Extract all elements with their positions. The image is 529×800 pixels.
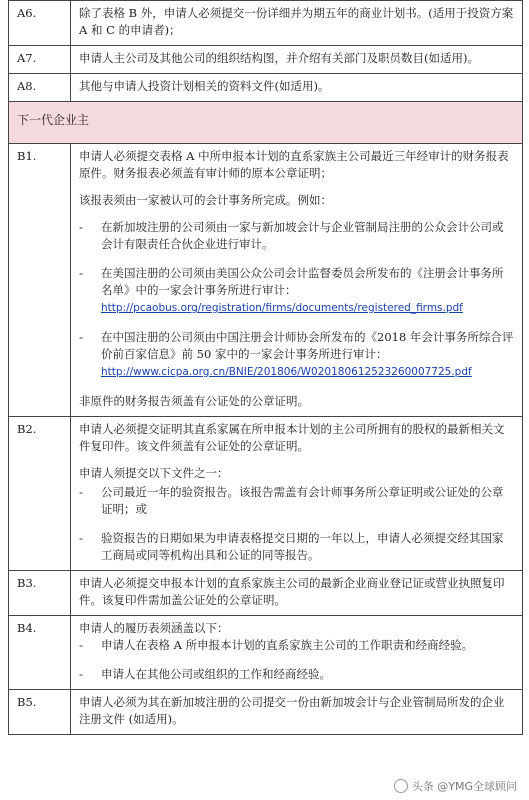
pcaob-link[interactable]: http://pcaobus.org/registration/firms/documents/registered_firms.pdf [101, 302, 463, 314]
list-item-body [101, 329, 514, 381]
watermark-text: 头条 @YMG全球顾问 [411, 780, 517, 793]
watermark [394, 778, 517, 794]
row-text: 除了表格 B 外，申请人必须提交一份详细并为期五年的商业计划书。(适用于投资方案 A 和 C 的申请者)； [71, 1, 523, 46]
list-item-text: 公司最近一年的验资报告。该报告需盖有会计师事务所公章证明或公证处的公章证明；或 [101, 485, 504, 516]
table-row-b2 [9, 417, 523, 571]
document-page [8, 0, 523, 800]
list-item [79, 484, 514, 518]
list-item [79, 637, 514, 654]
dash-marker: - [79, 638, 83, 652]
table-row-a8 [9, 74, 523, 102]
list-item-text: 在新加坡注册的公司须由一家与新加坡会计与企业管制局注册的公众会计公司或会计有限责任合伙企业进行审计。 [101, 220, 504, 251]
table-row-b3 [9, 571, 523, 616]
paragraph: 申请人必须提交表格 A 中所申报本计划的直系家族主公司最近三年经审计的财务报表原件。财务报表必须盖有审计师的原本公章证明； [79, 149, 509, 180]
list-item-text: 在美国注册的公司须由美国公众公司会计监督委员会所发布的《注册会计事务所名单》中的一家会计事务所进行审计： [101, 266, 504, 297]
dash-marker: - [79, 485, 83, 499]
dash-marker: - [79, 220, 83, 234]
list-item [79, 666, 514, 683]
row-code: B2. [9, 417, 71, 571]
row-text: 申请人主公司及其他公司的组织结构图，并介绍有关部门及职员数目(如适用)。 [71, 46, 523, 74]
row-content [71, 616, 523, 690]
paragraph: 非原件的财务报告须盖有公证处的公章证明。 [79, 394, 309, 408]
brand-logo-icon [394, 779, 408, 793]
row-text: 申请人必须为其在新加坡注册的公司提交一份由新加坡会计与企业管制局所发的企业注册文件 (如适用)。 [71, 690, 523, 735]
row-code: A8. [9, 74, 71, 102]
list-item [79, 530, 514, 564]
table-row-a6 [9, 1, 523, 46]
paragraph: 该报表须由一家被认可的会计事务所完成。例如： [79, 193, 332, 207]
paragraph: 申请人的履历表须涵盖以下： [79, 621, 229, 635]
table-row-b5 [9, 690, 523, 735]
list-item-body [101, 265, 514, 317]
row-content [71, 417, 523, 571]
list-item [79, 219, 514, 253]
paragraph: 申请人必须提交证明其直系家属在所申报本计划的主公司所拥有的股权的最新相关文件复印件。该文件须盖有公证处的公章证明。 [79, 422, 505, 453]
list-item [79, 329, 514, 381]
dash-marker: - [79, 531, 83, 545]
row-code: B5. [9, 690, 71, 735]
dash-marker: - [79, 330, 83, 344]
section-title: 下一代企业主 [9, 102, 523, 144]
row-code: A7. [9, 46, 71, 74]
row-code: A6. [9, 1, 71, 46]
list-item-text: 申请人在表格 A 所申报本计划的直系家族主公司的工作职责和经商经验。 [101, 638, 474, 652]
row-code: B3. [9, 571, 71, 616]
table-row-b1 [9, 144, 523, 417]
section-header-row [9, 102, 523, 144]
dash-marker: - [79, 667, 83, 681]
cicpa-link[interactable]: http://www.cicpa.org.cn/BNIE/201806/W020180612523260007725.pdf [101, 366, 472, 378]
row-text: 其他与申请人投资计划相关的资料文件(如适用)。 [71, 74, 523, 102]
requirements-table [8, 0, 523, 735]
list-item [79, 265, 514, 317]
row-code: B1. [9, 144, 71, 417]
paragraph: 申请人须提交以下文件之一： [79, 466, 229, 480]
row-code: B4. [9, 616, 71, 690]
table-row-b4 [9, 616, 523, 690]
list-item-text: 验资报告的日期如果为申请表格提交日期的一年以上，申请人必须提交经其国家工商局或同等机构出具和公证的同等报告。 [101, 531, 504, 562]
row-text: 申请人必须提交申报本计划的直系家族主公司的最新企业商业登记证或营业执照复印件。该复印件需加盖公证处的公章证明。 [71, 571, 523, 616]
list-item-text: 在中国注册的公司须由中国注册会计师协会所发布的《2018 年会计事务所综合评价前百家信息》前 50 家中的一家会计事务所进行审计： [101, 330, 514, 361]
list-item-text: 申请人在其他公司或组织的工作和经商经验。 [101, 667, 331, 681]
dash-marker: - [79, 266, 83, 280]
row-content [71, 144, 523, 417]
table-row-a7 [9, 46, 523, 74]
